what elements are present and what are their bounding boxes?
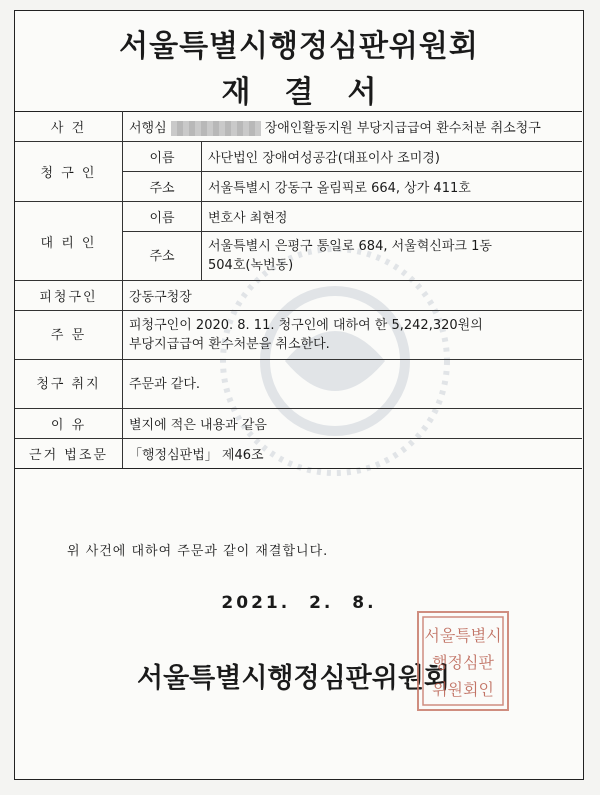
respondent-value: 강동구청장 <box>123 281 583 311</box>
document-frame <box>14 10 584 780</box>
issuer-name: 서울특별시행정심판위원회 <box>137 663 450 694</box>
respondent-row <box>15 281 582 311</box>
claimant-address-label: 주소 <box>123 172 202 202</box>
order-label: 주 문 <box>15 311 123 360</box>
decision-sentence: 위 사건에 대하여 주문과 같이 재결합니다. <box>67 544 329 559</box>
agent-name-row <box>15 202 582 232</box>
info-table <box>15 111 582 469</box>
purpose-row <box>15 360 582 409</box>
legal-basis-label: 근거 법조문 <box>15 439 123 469</box>
claimant-name-label: 이름 <box>123 142 202 172</box>
svg-text:위원회인: 위원회인 <box>432 680 494 699</box>
case-value <box>123 112 583 142</box>
reason-row <box>15 409 582 439</box>
order-value <box>123 311 583 360</box>
reason-value: 별지에 적은 내용과 같음 <box>123 409 583 439</box>
order-row <box>15 311 582 360</box>
seal-stamp-icon <box>419 613 507 709</box>
claimant-name: 사단법인 장애여성공감(대표이사 조미경) <box>202 142 583 172</box>
legal-basis-row <box>15 439 582 469</box>
case-row <box>15 112 582 142</box>
redacted-case-number <box>171 121 261 136</box>
agent-address-line1: 서울특별시 은평구 통일로 684, 서울혁신파크 1동 <box>208 239 492 254</box>
doc-title: 재결서 <box>221 75 411 110</box>
claimant-address: 서울특별시 강동구 올림픽로 664, 상가 411호 <box>202 172 583 202</box>
agent-label: 대 리 인 <box>15 202 123 281</box>
org-title: 서울특별시행정심판위원회 <box>119 29 479 64</box>
svg-text:행정심판: 행정심판 <box>432 653 494 672</box>
agent-name: 변호사 최현정 <box>202 202 583 232</box>
order-line1: 피청구인이 2020. 8. 11. 청구인에 대하여 한 5,242,320원의 <box>129 318 483 333</box>
svg-text:서울특별시: 서울특별시 <box>424 626 502 645</box>
case-title: 장애인활동지원 부당지급급여 환수처분 취소청구 <box>264 121 541 136</box>
agent-name-label: 이름 <box>123 202 202 232</box>
claimant-label: 청 구 인 <box>15 142 123 202</box>
purpose-label: 청구 취지 <box>15 360 123 409</box>
agent-address-line2: 504호(녹번동) <box>208 258 294 273</box>
order-line2: 부당지급급여 환수처분을 취소한다. <box>129 337 330 352</box>
legal-basis-value: 「행정심판법」 제46조 <box>123 439 583 469</box>
respondent-label: 피청구인 <box>15 281 123 311</box>
agent-address <box>202 232 583 281</box>
case-prefix: 서행심 <box>129 121 167 136</box>
official-seal <box>417 611 509 711</box>
decision-date: 2021. 2. 8. <box>221 593 377 613</box>
claimant-name-row <box>15 142 582 172</box>
agent-address-label: 주소 <box>123 232 202 281</box>
case-label: 사 건 <box>15 112 123 142</box>
reason-label: 이 유 <box>15 409 123 439</box>
purpose-value: 주문과 같다. <box>123 360 583 409</box>
